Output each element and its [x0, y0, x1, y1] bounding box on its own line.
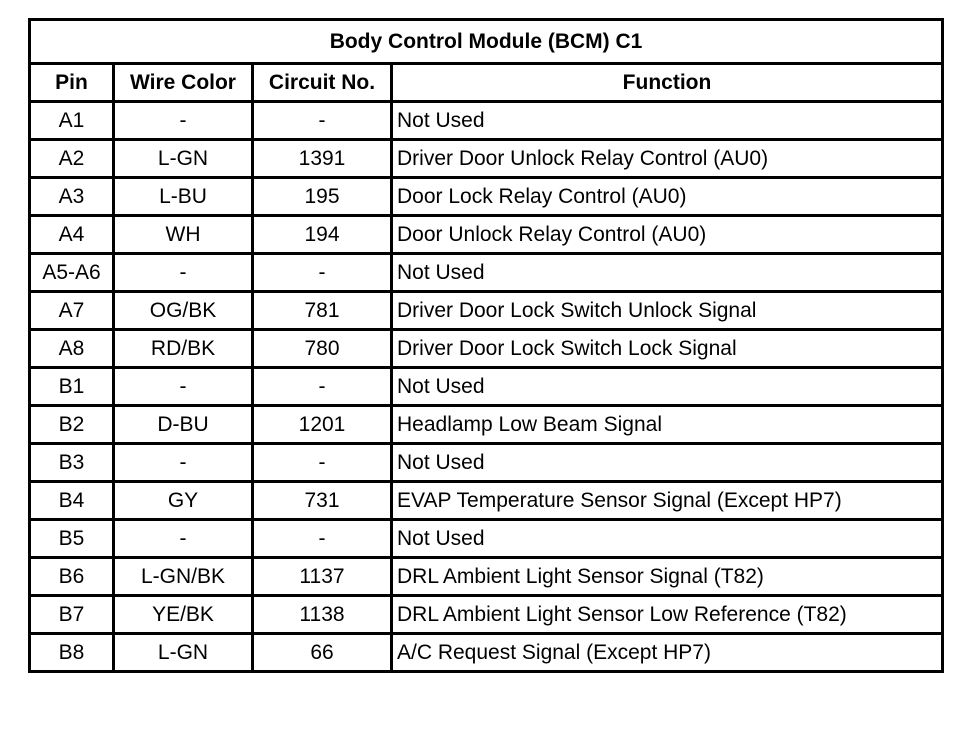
- table-row: [30, 482, 943, 520]
- table-row: [30, 368, 943, 406]
- function-cell: EVAP Temperature Sensor Signal (Except HP7): [392, 482, 943, 520]
- pin-cell: A5-A6: [30, 254, 114, 292]
- table-row: [30, 330, 943, 368]
- wire-color-cell: L-GN: [114, 634, 253, 672]
- wire-color-cell: -: [114, 254, 253, 292]
- wire-color-cell: WH: [114, 216, 253, 254]
- wire-color-cell: L-GN/BK: [114, 558, 253, 596]
- table-row: [30, 634, 943, 672]
- column-header-pin: Pin: [30, 64, 114, 102]
- function-cell: Door Unlock Relay Control (AU0): [392, 216, 943, 254]
- table-row: [30, 140, 943, 178]
- wire-color-cell: GY: [114, 482, 253, 520]
- column-header-wire-color: Wire Color: [114, 64, 253, 102]
- table-title: Body Control Module (BCM) C1: [30, 20, 943, 64]
- wire-color-cell: -: [114, 102, 253, 140]
- wire-color-cell: -: [114, 368, 253, 406]
- pin-cell: B2: [30, 406, 114, 444]
- table-row: [30, 596, 943, 634]
- pin-cell: B3: [30, 444, 114, 482]
- pin-cell: B5: [30, 520, 114, 558]
- function-cell: Driver Door Lock Switch Lock Signal: [392, 330, 943, 368]
- function-cell: Not Used: [392, 254, 943, 292]
- wire-color-cell: L-BU: [114, 178, 253, 216]
- circuit-no-cell: 781: [253, 292, 392, 330]
- function-cell: Driver Door Unlock Relay Control (AU0): [392, 140, 943, 178]
- wire-color-cell: YE/BK: [114, 596, 253, 634]
- circuit-no-cell: 194: [253, 216, 392, 254]
- function-cell: Not Used: [392, 444, 943, 482]
- table-row: [30, 102, 943, 140]
- function-cell: DRL Ambient Light Sensor Signal (T82): [392, 558, 943, 596]
- pin-cell: B8: [30, 634, 114, 672]
- circuit-no-cell: 731: [253, 482, 392, 520]
- table-title-row: [30, 20, 943, 64]
- table-row: [30, 254, 943, 292]
- table-row: [30, 406, 943, 444]
- wire-color-cell: D-BU: [114, 406, 253, 444]
- function-cell: Headlamp Low Beam Signal: [392, 406, 943, 444]
- connector-pinout-table: [28, 18, 944, 673]
- circuit-no-cell: 195: [253, 178, 392, 216]
- table-row: [30, 292, 943, 330]
- circuit-no-cell: 1201: [253, 406, 392, 444]
- circuit-no-cell: 1137: [253, 558, 392, 596]
- circuit-no-cell: -: [253, 254, 392, 292]
- pin-cell: A7: [30, 292, 114, 330]
- pin-cell: B1: [30, 368, 114, 406]
- table-row: [30, 558, 943, 596]
- pin-cell: A1: [30, 102, 114, 140]
- pin-cell: A3: [30, 178, 114, 216]
- pin-cell: A4: [30, 216, 114, 254]
- function-cell: Driver Door Lock Switch Unlock Signal: [392, 292, 943, 330]
- function-cell: Not Used: [392, 368, 943, 406]
- pin-cell: A8: [30, 330, 114, 368]
- circuit-no-cell: 66: [253, 634, 392, 672]
- pin-cell: B7: [30, 596, 114, 634]
- circuit-no-cell: -: [253, 102, 392, 140]
- function-cell: Not Used: [392, 520, 943, 558]
- function-cell: DRL Ambient Light Sensor Low Reference (T82): [392, 596, 943, 634]
- wire-color-cell: -: [114, 444, 253, 482]
- circuit-no-cell: 1391: [253, 140, 392, 178]
- wire-color-cell: RD/BK: [114, 330, 253, 368]
- pin-cell: A2: [30, 140, 114, 178]
- circuit-no-cell: -: [253, 520, 392, 558]
- pin-cell: B4: [30, 482, 114, 520]
- circuit-no-cell: -: [253, 444, 392, 482]
- table-row: [30, 520, 943, 558]
- column-header-circuit-no: Circuit No.: [253, 64, 392, 102]
- circuit-no-cell: -: [253, 368, 392, 406]
- wire-color-cell: -: [114, 520, 253, 558]
- table-row: [30, 178, 943, 216]
- function-cell: Door Lock Relay Control (AU0): [392, 178, 943, 216]
- table-row: [30, 444, 943, 482]
- pin-cell: B6: [30, 558, 114, 596]
- wire-color-cell: OG/BK: [114, 292, 253, 330]
- function-cell: A/C Request Signal (Except HP7): [392, 634, 943, 672]
- wire-color-cell: L-GN: [114, 140, 253, 178]
- table-row: [30, 216, 943, 254]
- table-body: [30, 102, 943, 672]
- circuit-no-cell: 780: [253, 330, 392, 368]
- circuit-no-cell: 1138: [253, 596, 392, 634]
- table-header-row: [30, 64, 943, 102]
- column-header-function: Function: [392, 64, 943, 102]
- function-cell: Not Used: [392, 102, 943, 140]
